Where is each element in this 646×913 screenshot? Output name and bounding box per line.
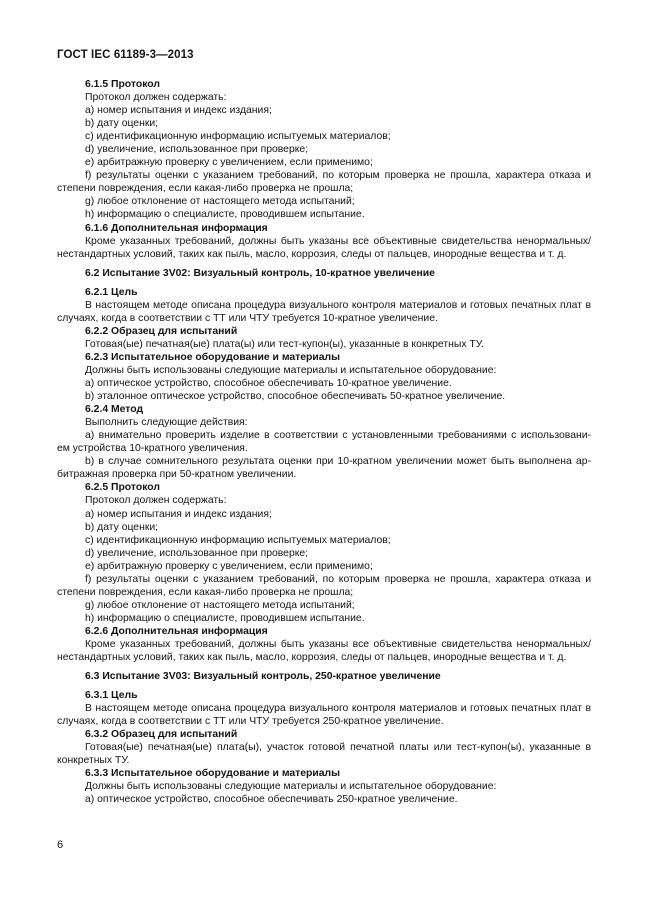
section-heading: 6.2 Испытание 3V02: Визуальный контроль, 10-кратное увеличение xyxy=(85,267,435,279)
paragraph: a) оптическое устройство, способное обеспечивать 250-кратное увеличение. xyxy=(85,794,458,806)
paragraph: d) увеличение, использованное при проверке; xyxy=(85,547,309,559)
paragraph: В настоящем методе описана процедура визуального контроля материалов и готовых печатных плат в случаях, когда в соответствии с ТТ или ЧТУ требуется 250-кратное увеличение. xyxy=(57,703,591,728)
page-number: 6 xyxy=(57,839,64,851)
paragraph: a) оптическое устройство, способное обеспечивать 10-кратное увеличение. xyxy=(85,378,452,390)
paragraph: d) увеличение, использованное при проверке; xyxy=(85,144,309,156)
subsection-heading: 6.3.3 Испытательное оборудование и материалы xyxy=(85,768,341,780)
document-body xyxy=(57,78,591,807)
section-heading: 6.3 Испытание 3V03: Визуальный контроль, 250-кратное увеличение xyxy=(85,671,441,683)
paragraph: Должны быть использованы следующие материалы и испытательное оборудование: xyxy=(85,364,497,376)
paragraph: e) арбитражную проверку с увеличением, если применимо; xyxy=(85,560,373,572)
paragraph: b) эталонное оптическое устройство, способное обеспечивать 50-кратное увеличение. xyxy=(85,391,506,403)
document-header: ГОСТ IEC 61189-3—2013 xyxy=(57,49,194,61)
paragraph: h) информацию о специалисте, проводившем испытание. xyxy=(85,612,365,624)
paragraph: Готовая(ые) печатная(ые) плата(ы), участок готовой печатной платы или тест-купон(ы), указанные в конкретных ТУ. xyxy=(57,742,591,767)
paragraph: a) номер испытания и индекс издания; xyxy=(85,508,272,520)
paragraph: c) идентификационную информацию испытуемых материалов; xyxy=(85,534,391,546)
subsection-heading: 6.1.5 Протокол xyxy=(85,79,160,90)
subsection-heading: 6.2.6 Дополнительная информация xyxy=(85,625,268,637)
subsection-heading: 6.3.2 Образец для испытаний xyxy=(85,729,238,741)
paragraph: a) номер испытания и индекс издания; xyxy=(85,105,272,117)
paragraph: Протокол должен содержать: xyxy=(85,495,227,507)
paragraph: g) любое отклонение от настоящего метода испытаний; xyxy=(85,599,355,611)
subsection-heading: 6.2.4 Метод xyxy=(85,404,144,416)
paragraph: Кроме указанных требований, должны быть указаны все объективные свидетельства ненормальных/ нестандартных условий, таких как пыль, масло, коррозия, следы от пальцев, инородные вещества и т. д. xyxy=(57,638,591,664)
paragraph: Должны быть использованы следующие материалы и испытательное оборудование: xyxy=(85,781,497,793)
paragraph: a) внимательно проверить изделие в соответствии с установленными требованиями с использовани- ем устройства 10-кратного увеличения. xyxy=(57,430,591,455)
paragraph: g) любое отклонение от настоящего метода испытаний; xyxy=(85,196,355,208)
paragraph: h) информацию о специалисте, проводившем испытание. xyxy=(85,209,365,221)
paragraph: f) результаты оценки с указанием требований, по которым проверка не прошла, характера отказа и степени повреждения, если какая-либо проверка не прошла; xyxy=(57,170,591,195)
subsection-heading: 6.2.5 Протокол xyxy=(85,482,160,494)
paragraph: b) дату оценки; xyxy=(85,118,159,130)
subsection-heading: 6.2.2 Образец для испытаний xyxy=(85,325,238,337)
paragraph: Протокол должен содержать: xyxy=(85,92,227,104)
subsection-heading: 6.2.3 Испытательное оборудование и материалы xyxy=(85,351,341,363)
subsection-heading: 6.1.6 Дополнительная информация xyxy=(85,222,268,234)
paragraph: c) идентификационную информацию испытуемых материалов; xyxy=(85,131,391,143)
paragraph: Выполнить следующие действия: xyxy=(85,417,248,429)
subsection-heading: 6.2.1 Цель xyxy=(85,286,138,298)
paragraph: Готовая(ые) печатная(ые) плата(ы) или тест-купон(ы), указанные в конкретных ТУ. xyxy=(85,338,484,350)
paragraph: e) арбитражную проверку с увеличением, если применимо; xyxy=(85,157,373,169)
paragraph: b) дату оценки; xyxy=(85,521,159,533)
paragraph: b) в случае сомнительного результата оценки при 10-кратном увеличении может быть выполнена ар- битражная проверка при 50-кратном увеличении. xyxy=(57,456,591,481)
paragraph: В настоящем методе описана процедура визуального контроля материалов и готовых печатных плат в случаях, когда в соответствии с ТТ или ЧТУ требуется 10-кратное увеличение. xyxy=(57,299,591,324)
paragraph: Кроме указанных требований, должны быть указаны все объективные свидетельства ненормальных/ нестандартных условий, таких как пыль, масло, коррозия, следы от пальцев, инородные вещества и т. д. xyxy=(57,235,591,260)
subsection-heading: 6.3.1 Цель xyxy=(85,690,138,702)
paragraph: f) результаты оценки с указанием требований, по которым проверка не прошла, характера отказа и степени повреждения, если какая-либо проверка не прошла; xyxy=(57,573,591,598)
